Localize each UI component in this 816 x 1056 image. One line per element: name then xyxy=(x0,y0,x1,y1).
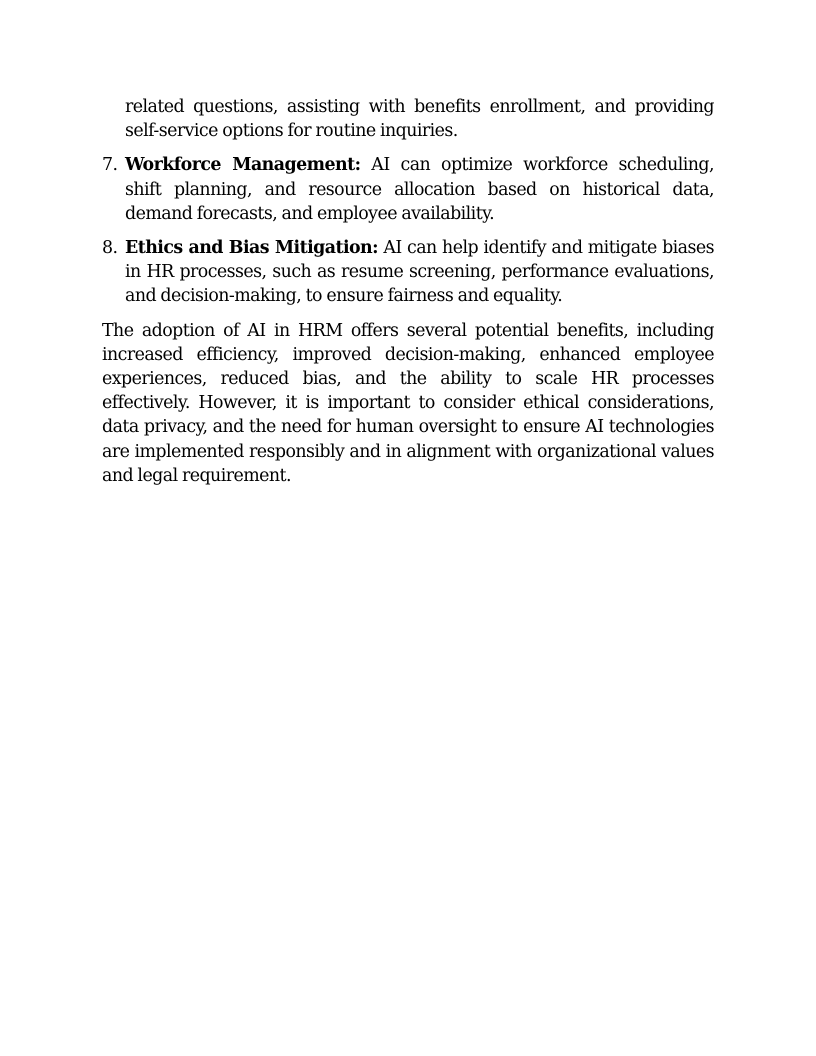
list-item-number: 7. xyxy=(102,155,118,176)
list-item-ethics-bias-mitigation xyxy=(102,236,714,309)
list-item-workforce-management xyxy=(102,153,714,226)
list-item-continuation: related questions, assisting with benefits enrollment, and providing self-service options for routine inquiries. xyxy=(125,97,714,142)
list-item-term: Ethics and Bias Mitigation: xyxy=(125,238,379,259)
list-item-text: AI can help identify and mitigate biases in HR processes, such as resume screening, performance evaluations, and decision-making, to ensure fairness and equality. xyxy=(125,238,714,307)
list-item-term: Workforce Management: xyxy=(125,155,361,176)
list-item-text: AI can optimize workforce scheduling, shift planning, and resource allocation based on historical data, demand forecasts, and employee availability. xyxy=(125,155,714,224)
closing-paragraph: The adoption of AI in HRM offers several potential benefits, including increased efficiency, improved decision-making, enhanced employee experiences, reduced bias, and the ability to scale HR processes effectively. However, it is important to consider ethical considerations, data privacy, and the need for human oversight to ensure AI technologies are implemented responsibly and in alignment with organizational values and legal requirement. xyxy=(102,320,714,486)
document-page xyxy=(102,95,714,488)
list-item-number: 8. xyxy=(102,238,118,259)
